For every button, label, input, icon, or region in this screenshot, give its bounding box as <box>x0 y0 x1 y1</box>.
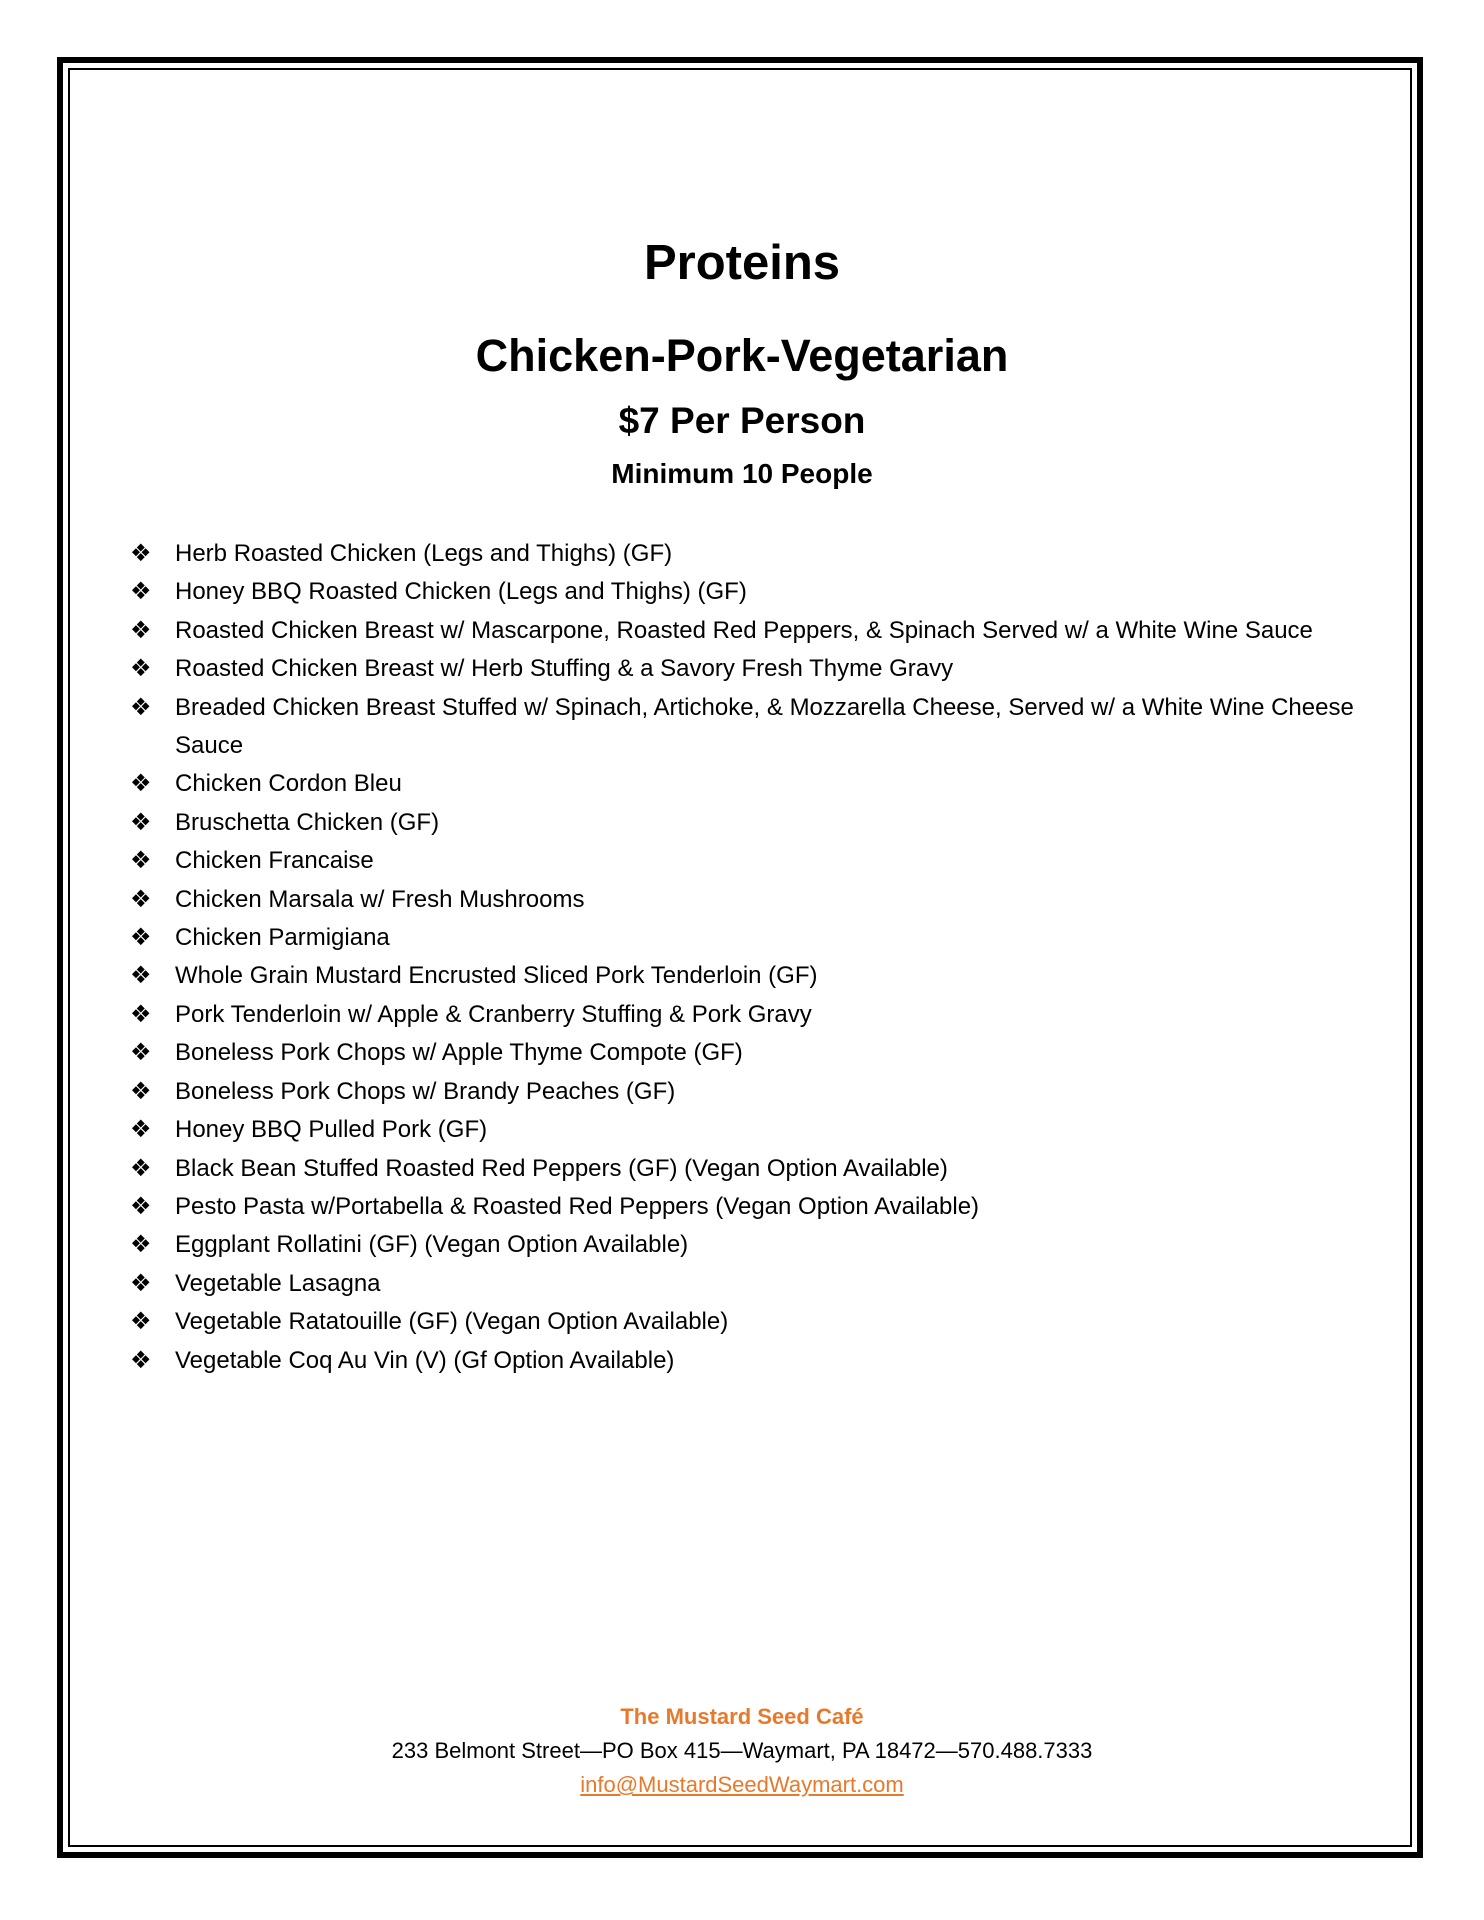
four-diamond-bullet-icon: ❖ <box>130 1346 152 1374</box>
menu-item-label: Chicken Marsala w/ Fresh Mushrooms <box>175 885 585 913</box>
menu-item <box>130 1073 1380 1111</box>
menu-item <box>130 1265 1380 1303</box>
four-diamond-bullet-icon: ❖ <box>130 1269 152 1297</box>
four-diamond-bullet-icon: ❖ <box>130 1192 152 1220</box>
four-diamond-bullet-icon: ❖ <box>130 1000 152 1028</box>
menu-item <box>130 573 1380 611</box>
menu-item <box>130 881 1380 919</box>
four-diamond-bullet-icon: ❖ <box>130 1154 152 1182</box>
menu-item-label: Vegetable Ratatouille (GF) (Vegan Option Available) <box>175 1308 729 1336</box>
four-diamond-bullet-icon: ❖ <box>130 616 152 644</box>
menu-item <box>130 1034 1380 1072</box>
menu-item-label: Pork Tenderloin w/ Apple & Cranberry Stuffing & Pork Gravy <box>175 1000 812 1028</box>
menu-item-label: Breaded Chicken Breast Stuffed w/ Spinach, Artichoke, & Mozzarella Cheese, Served w/ a White Wine Cheese Sauce <box>175 693 1354 760</box>
menu-item-label: Roasted Chicken Breast w/ Herb Stuffing & a Savory Fresh Thyme Gravy <box>175 655 954 683</box>
four-diamond-bullet-icon: ❖ <box>130 540 152 567</box>
menu-item <box>130 1342 1380 1380</box>
menu-item-label: Vegetable Coq Au Vin (V) (Gf Option Available) <box>175 1346 675 1374</box>
menu-item <box>130 1188 1380 1226</box>
menu-item-label: Vegetable Lasagna <box>175 1269 381 1297</box>
four-diamond-bullet-icon: ❖ <box>130 1231 152 1259</box>
menu-item-label: Boneless Pork Chops w/ Brandy Peaches (GF) <box>175 1077 676 1105</box>
menu-item-label: Boneless Pork Chops w/ Apple Thyme Compote (GF) <box>175 1039 743 1067</box>
menu-item <box>130 535 1380 573</box>
four-diamond-bullet-icon: ❖ <box>130 1039 152 1067</box>
four-diamond-bullet-icon: ❖ <box>130 885 152 913</box>
menu-item <box>130 1150 1380 1188</box>
menu-item <box>130 1111 1380 1149</box>
menu-item <box>130 1303 1380 1341</box>
menu-item <box>130 842 1380 880</box>
footer-email-link[interactable]: info@MustardSeedWaymart.com <box>580 1772 904 1797</box>
four-diamond-bullet-icon: ❖ <box>130 962 152 990</box>
menu-item <box>130 1226 1380 1264</box>
menu-item-label: Roasted Chicken Breast w/ Mascarpone, Roasted Red Peppers, & Spinach Served w/ a White Wine Sauce <box>175 616 1313 644</box>
menu-item-label: Whole Grain Mustard Encrusted Sliced Pork Tenderloin (GF) <box>175 962 818 990</box>
price-label: $7 Per Person <box>618 400 866 441</box>
four-diamond-bullet-icon: ❖ <box>130 770 152 798</box>
menu-item-label: Pesto Pasta w/Portabella & Roasted Red Peppers (Vegan Option Available) <box>175 1192 980 1220</box>
menu-item-label: Honey BBQ Pulled Pork (GF) <box>175 1116 488 1144</box>
menu-item <box>130 689 1380 766</box>
menu-item-label: Chicken Parmigiana <box>175 924 390 952</box>
menu-item <box>130 996 1380 1034</box>
menu-item <box>130 957 1380 995</box>
menu-item-label: Eggplant Rollatini (GF) (Vegan Option Available) <box>175 1231 689 1259</box>
four-diamond-bullet-icon: ❖ <box>130 808 152 836</box>
menu-item <box>130 919 1380 957</box>
page-subtitle: Chicken-Pork-Vegetarian <box>475 330 1009 381</box>
four-diamond-bullet-icon: ❖ <box>130 1308 152 1336</box>
four-diamond-bullet-icon: ❖ <box>130 578 152 606</box>
menu-item-label: Black Bean Stuffed Roasted Red Peppers (GF) (Vegan Option Available) <box>175 1154 948 1182</box>
page-title: Proteins <box>643 236 841 290</box>
minimum-people-label: Minimum 10 People <box>611 458 873 489</box>
menu-item <box>130 804 1380 842</box>
four-diamond-bullet-icon: ❖ <box>130 693 152 721</box>
menu-item <box>130 765 1380 803</box>
footer-address: 233 Belmont Street—PO Box 415—Waymart, PA 18472—570.488.7333 <box>391 1738 1093 1763</box>
four-diamond-bullet-icon: ❖ <box>130 847 152 875</box>
four-diamond-bullet-icon: ❖ <box>130 655 152 683</box>
four-diamond-bullet-icon: ❖ <box>130 1116 152 1144</box>
menu-item-label: Chicken Francaise <box>175 847 374 875</box>
menu-item <box>130 612 1380 650</box>
menu-item-label: Chicken Cordon Bleu <box>175 770 402 798</box>
menu-item-label: Bruschetta Chicken (GF) <box>175 808 440 836</box>
menu-list <box>130 535 1380 1380</box>
footer <box>0 1700 1484 1802</box>
four-diamond-bullet-icon: ❖ <box>130 1077 152 1105</box>
menu-item-label: Honey BBQ Roasted Chicken (Legs and Thighs) (GF) <box>175 578 747 606</box>
menu-item <box>130 650 1380 688</box>
four-diamond-bullet-icon: ❖ <box>130 924 152 952</box>
footer-cafe-name: The Mustard Seed Café <box>620 1704 864 1729</box>
menu-item-label: Herb Roasted Chicken (Legs and Thighs) (GF) <box>175 540 673 567</box>
